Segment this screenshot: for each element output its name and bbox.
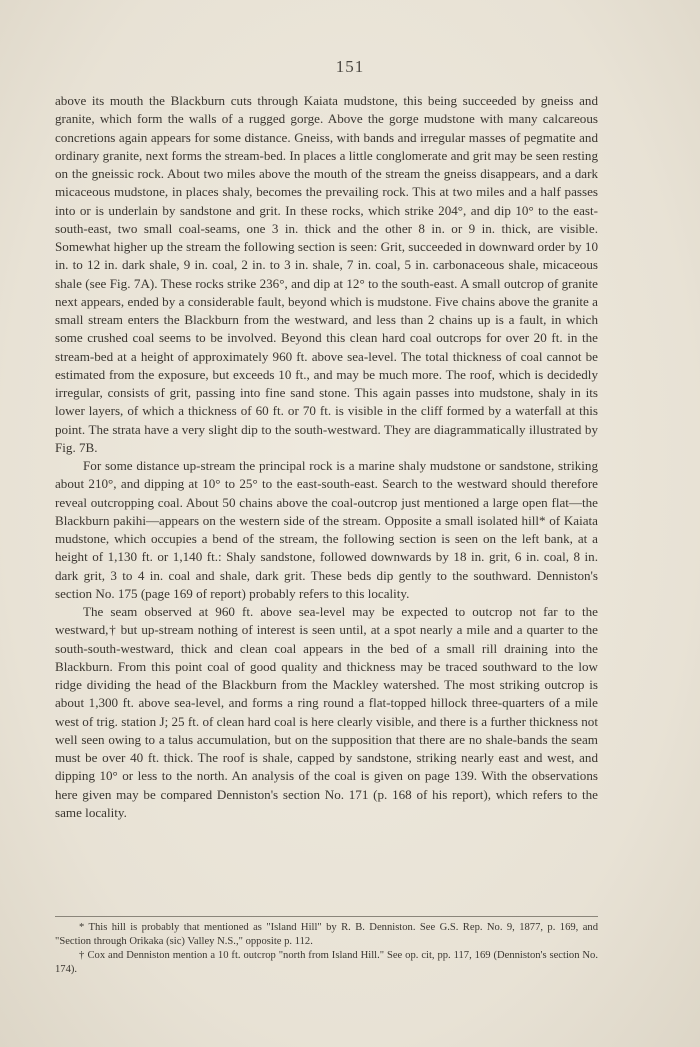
footnotes [55, 921, 598, 977]
footnote-divider [55, 916, 598, 917]
paragraph-3: The seam observed at 960 ft. above sea-level may be expected to outcrop not far to the westward,† but up-stream nothing of interest is seen until, at a spot nearly a mile and a quarter to the south-south-westward, thick and clean coal appears in the bed of a small rill draining into the Blackburn. From this point coal of good quality and thickness may be traced southward to the low ridge dividing the head of the Blackburn from the Mackley watershed. The most striking outcrop is about 1,300 ft. above sea-level, and forms a ring round a flat-topped hillock three-quarters of a mile west of trig. station J; 25 ft. of clean hard coal is here clearly visible, and there is a further thickness not well seen owing to a talus accumulation, but on the supposition that there are no shale-bands the seam must be over 40 ft. thick. The roof is shale, capped by sandstone, striking nearly east and west, and dipping 10° or less to the north. An analysis of the coal is given on page 139. With the observations here given may be compared Denniston's section No. 171 (p. 168 of his report), which refers to the same locality. [55, 604, 598, 820]
footnote-2: † Cox and Denniston mention a 10 ft. outcrop "north from Island Hill." See op. cit, pp. 117, 169 (Denniston's section No. 174). [55, 950, 598, 975]
paragraph-2: For some distance up-stream the principal rock is a marine shaly mudstone or sandstone, striking about 210°, and dipping at 10° to 25° to the east-south-east. Search to the westward should therefore reveal outcropping coal. About 50 chains above the coal-outcrop just mentioned a large open flat—the Blackburn pakihi—appears on the western side of the stream. Opposite a small isolated hill* of Kaiata mudstone, which occupies a bend of the stream, the following section is seen on the left bank, at a height of 1,130 ft. or 1,140 ft.: Shaly sandstone, followed downwards by 18 in. grit, 6 in. coal, 8 in. dark grit, 3 to 4 in. coal and shale, dark grit. These beds dip gently to the southward. Denniston's section No. 175 (page 169 of report) probably refers to this locality. [55, 458, 598, 601]
paragraph-1: above its mouth the Blackburn cuts through Kaiata mudstone, this being succeeded by gneiss and granite, which form the walls of a rugged gorge. Above the gorge mudstone with many calcareous concretions again appears for some distance. Gneiss, with bands and irregular masses of pegmatite and ordinary granite, next forms the stream-bed. In places a little conglomerate and grit may be seen resting on the gneissic rock. About two miles above the mouth of the stream the gneiss disappears, and a dark micaceous mudstone, in places shaly, becomes the prevailing rock. This at two miles and a half passes into or is underlain by sandstone and grit. In these rocks, which strike 204°, and dip 10° to the east-south-east, two small coal-seams, one 3 in. thick and the other 8 in. or 9 in. thick, are visible. Somewhat higher up the stream the following section is seen: Grit, succeeded in downward order by 10 in. to 12 in. dark shale, 9 in. coal, 2 in. to 3 in. shale, 7 in. coal, 5 in. carbonaceous shale, micaceous shale (see Fig. 7A). These rocks strike 236°, and dip at 12° to the south-east. A small outcrop of granite next appears, ended by a considerable fault, beyond which is mudstone. Five chains above the granite a small stream enters the Blackburn from the westward, and less than 2 chains up is a fault, in which some crushed coal seems to be involved. Beyond this clean hard coal outcrops for over 20 ft. in the stream-bed at a height of approximately 960 ft. above sea-level. The total thickness of coal cannot be estimated from the exposure, but exceeds 10 ft., and may be much more. The roof, which is decidedly irregular, consists of grit, passing into fine sand stone. This again passes into mudstone, shaly in its lower layers, of which a thickness of 60 ft. or 70 ft. is visible in the cliff formed by a waterfall at this point. The strata have a very slight dip to the south-westward. They are diagrammatically illustrated by Fig. 7B. [55, 93, 598, 455]
footnote-1: * This hill is probably that mentioned as "Island Hill" by R. B. Denniston. See G.S. Rep. No. 9, 1877, p. 169, and "Section through Orikaka (sic) Valley N.S.," opposite p. 112. [55, 922, 598, 947]
body-text [55, 92, 598, 822]
page-number: 151 [335, 57, 365, 76]
